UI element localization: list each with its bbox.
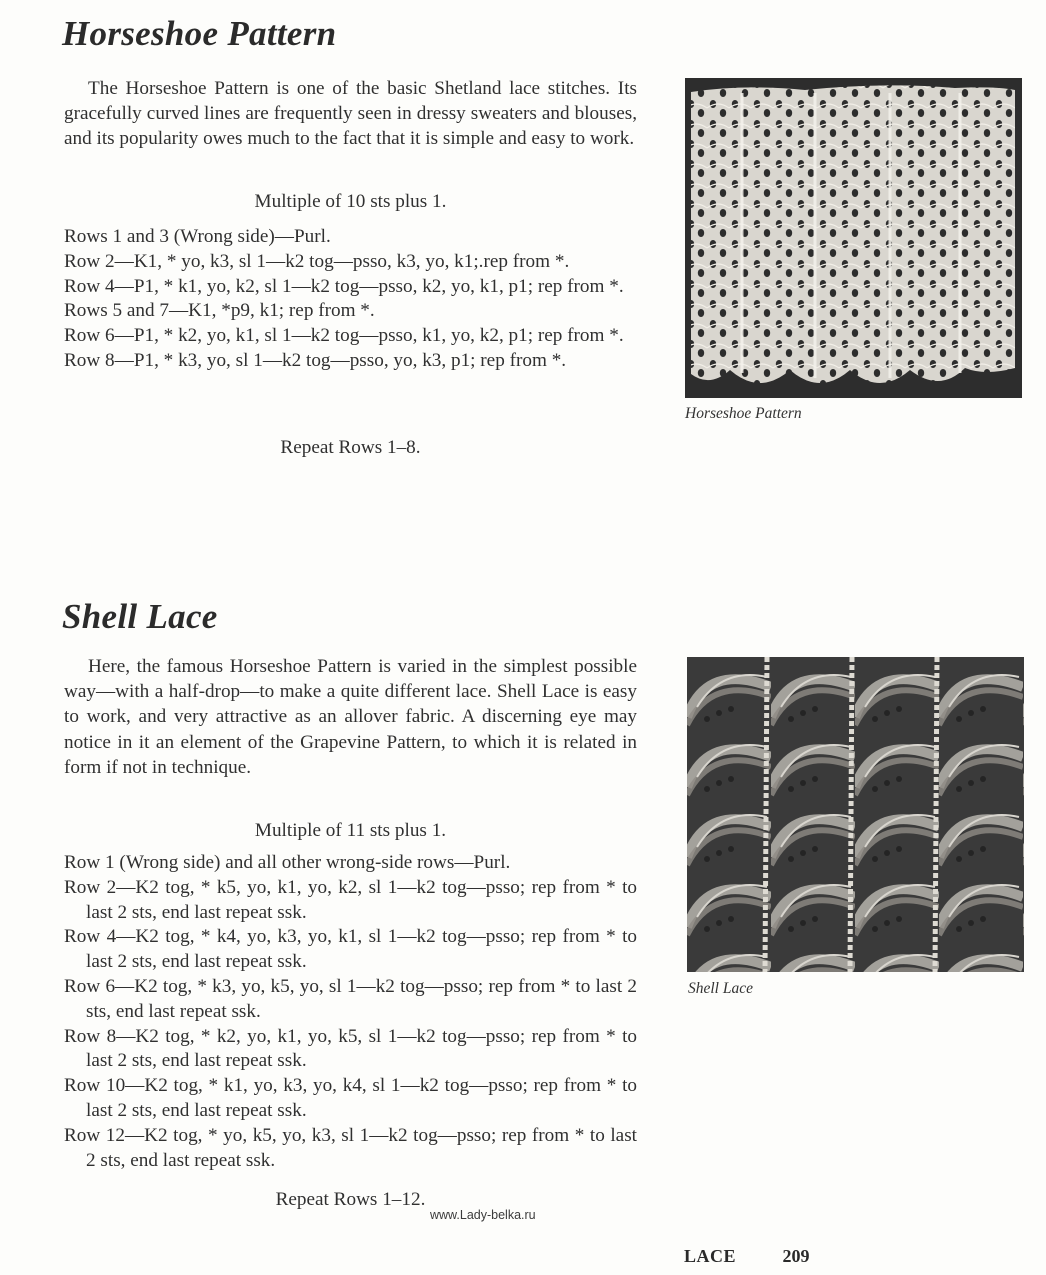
watermark-link[interactable]: www.Lady-belka.ru [430,1208,536,1222]
running-footer-section: LACE [684,1246,737,1266]
shell-intro: Here, the famous Horseshoe Pattern is varied in the simplest possible way—with a half-drop—to make a quite different lace. Shell Lace is easy to work, and very attractive as an allover fabric. A discerning eye may notice in it an element of the Grapevine Pattern, to which it is related in form if not in technique. [64,656,637,778]
knitted-swatch-image [687,657,1024,972]
instruction-row: Rows 1 and 3 (Wrong side)—Purl. [64,226,331,247]
instruction-row: Row 8—P1, * k3, yo, sl 1—k2 tog—psso, yo, k3, p1; rep from *. [64,349,567,371]
instruction-row: Rows 5 and 7—K1, *p9, k1; rep from *. [64,300,375,322]
shell-title: Shell Lace [62,597,218,636]
shell-repeat: Repeat Rows 1–12. [275,1189,426,1210]
horseshoe-row-instructions [64,225,637,374]
instruction-row: Row 6—K2 tog, * k3, yo, k5, yo, sl 1—k2 tog—psso; rep from * to last 2 sts, end last repeat ssk. [64,975,637,1022]
shell-multiple: Multiple of 11 sts plus 1. [254,820,447,841]
page-number: 209 [782,1246,810,1266]
knitted-swatch-image [685,78,1022,398]
horseshoe-repeat: Repeat Rows 1–8. [280,437,421,458]
horseshoe-title: Horseshoe Pattern [62,14,337,53]
instruction-row: Row 4—K2 tog, * k4, yo, k3, yo, k1, sl 1—k2 tog—psso; rep from * to last 2 sts, end last repeat ssk. [64,926,637,973]
instruction-row: Row 2—K2 tog, * k5, yo, k1, yo, k2, sl 1—k2 tog—psso; rep from * to last 2 sts, end last repeat ssk. [64,876,637,923]
horseshoe-multiple: Multiple of 10 sts plus 1. [254,191,447,212]
horseshoe-photo [685,78,1022,398]
page-footer [684,1246,810,1267]
instruction-row: Row 2—K1, * yo, k3, sl 1—k2 tog—psso, k3, yo, k1;.rep from *. [64,250,570,272]
shell-row-instructions [64,851,637,1173]
horseshoe-photo-caption: Horseshoe Pattern [685,405,802,422]
shell-lace-photo-caption: Shell Lace [688,980,753,997]
instruction-row: Row 4—P1, * k1, yo, k2, sl 1—k2 tog—psso, k2, yo, k1, p1; rep from *. [64,275,624,297]
horseshoe-intro: The Horseshoe Pattern is one of the basic Shetland lace stitches. Its gracefully curved lines are frequently seen in dressy sweaters and blouses, and its popularity owes much to the fact that it is simple and easy to work. [64,78,637,150]
instruction-row: Row 6—P1, * k2, yo, k1, sl 1—k2 tog—psso, k1, yo, k2, p1; rep from *. [64,325,624,347]
instruction-row: Row 10—K2 tog, * k1, yo, k3, yo, k4, sl 1—k2 tog—psso; rep from * to last 2 sts, end last repeat ssk. [64,1075,637,1121]
instruction-row: Row 1 (Wrong side) and all other wrong-side rows—Purl. [64,852,511,873]
instruction-row: Row 8—K2 tog, * k2, yo, k1, yo, k5, sl 1—k2 tog—psso; rep from * to last 2 sts, end last repeat ssk. [64,1025,637,1072]
shell-lace-photo [687,657,1024,972]
instruction-row: Row 12—K2 tog, * yo, k5, yo, k3, sl 1—k2 tog—psso; rep from * to last 2 sts, end last repeat ssk. [64,1124,637,1171]
